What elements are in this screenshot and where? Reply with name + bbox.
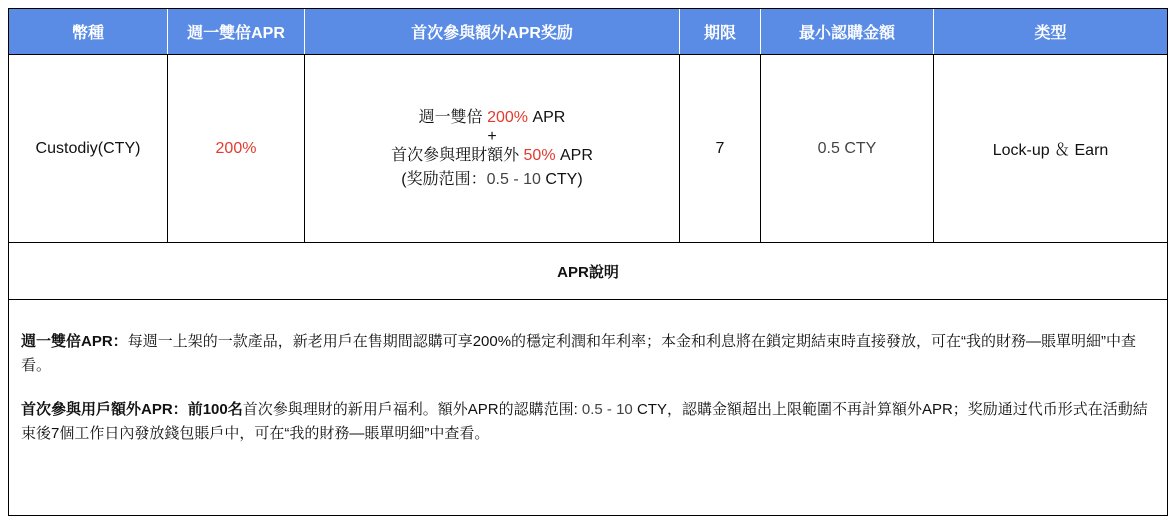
term-cell: 7 <box>680 55 761 242</box>
reward-line-1: 週一雙倍 200% APR <box>418 108 566 126</box>
first-reward-paragraph: 首次參與用戶額外APR：前100名首次參與理財的新用戶福利。額外APR的認購范围: 0.5 - 10 CTY，認購金額超出上限範圍不再計算額外APR；奖励通过代币形式在活動結束後7個工作日內發放錢包賬戶中，可在“我的財務—賬單明細”中查看。 <box>21 401 1148 442</box>
min-amount-cell: 0.5 CTY <box>761 55 934 242</box>
reward-extra-value: 50% <box>523 146 556 164</box>
header-min-amount: 最小認購金額 <box>761 9 934 54</box>
type-cell: Lock-up ＆ Earn <box>992 142 1109 159</box>
apr-section-title: APR說明 <box>9 243 1167 300</box>
reward-plus: + <box>487 127 497 145</box>
coin-cell: Custodiy(CTY) <box>9 55 168 242</box>
header-first-reward: 首次參與額外APR奖励 <box>305 9 680 54</box>
table-header-row <box>9 9 1167 55</box>
header-type: 类型 <box>1034 25 1067 42</box>
header-weekly-apr: 週一雙倍APR <box>168 9 305 54</box>
header-coin: 幣種 <box>9 9 168 54</box>
reward-cell <box>305 55 680 242</box>
reward-line-3: (奖励范围：0.5 - 10 CTY) <box>401 170 583 188</box>
apr-description <box>9 300 1167 515</box>
weekly-apr-cell: 200% <box>168 55 305 242</box>
reward-line-2: 首次參與理財額外 50% APR <box>391 146 593 164</box>
reward-weekly-value: 200% <box>487 108 528 126</box>
apr-table <box>8 8 1168 516</box>
table-row <box>9 55 1167 243</box>
weekly-apr-paragraph: 週一雙倍APR：每週一上架的一款產品，新老用戶在售期間認購可享200%的穩定利潤和年利率；本金和利息將在鎖定期結束時直接發放，可在“我的財務—賬單明細”中查看。 <box>21 333 1137 374</box>
header-term: 期限 <box>680 9 761 54</box>
